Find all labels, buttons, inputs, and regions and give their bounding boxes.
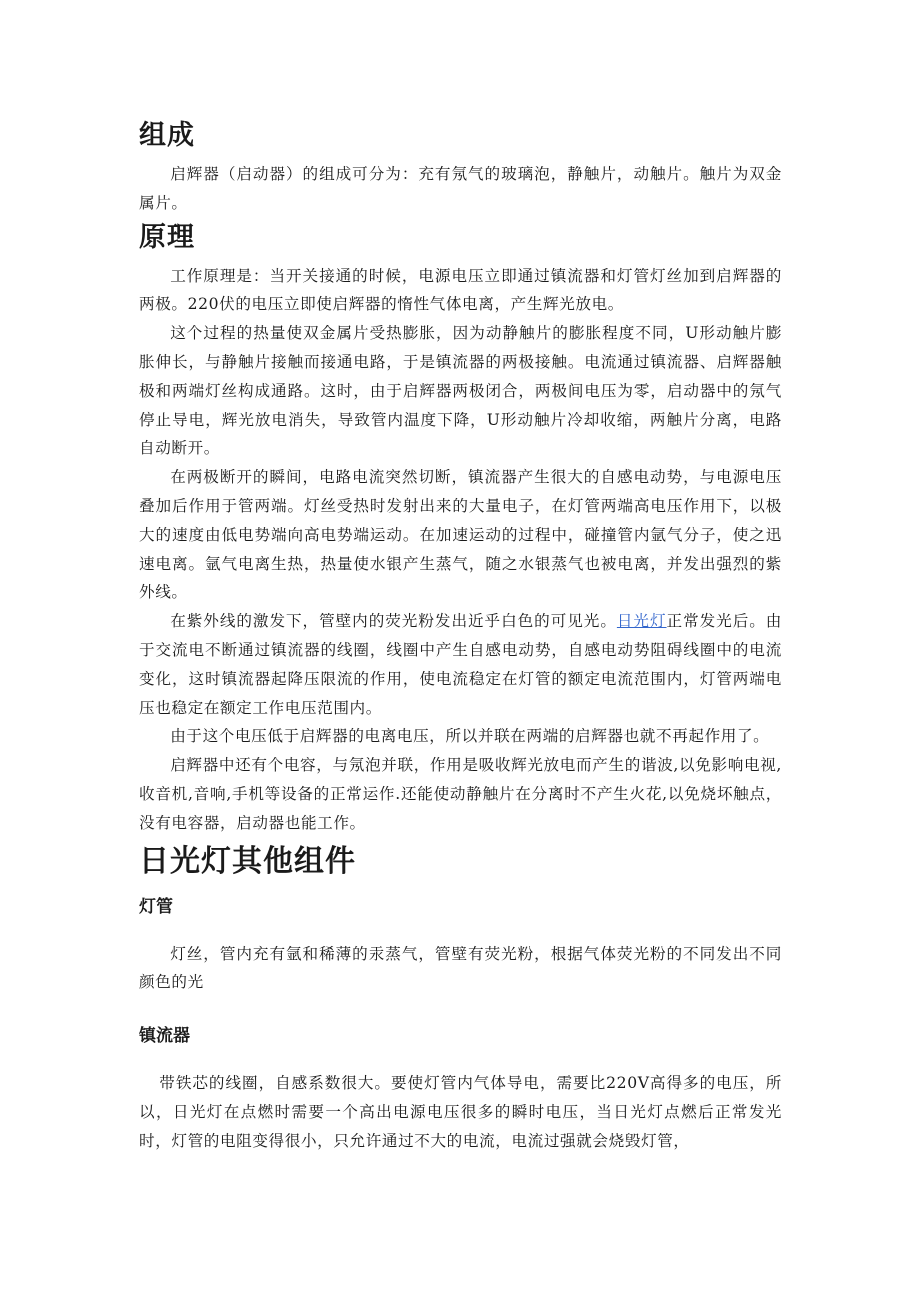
heading-ballast: 镇流器 (139, 1026, 190, 1047)
principle-p4-before: 在紫外线的激发下，管壁内的荧光粉发出近乎白色的可见光。 (170, 612, 617, 631)
principle-p4-after: 正常发光后。由于交流电不断通过镇流器的线圈，线圈中产生自感电动势，自感电动势阻碍线圈中的电流变化，这时镇流器起降压限流的作用，使电流稳定在灯管的额定电流范围内，灯管两端电压也稳定在额定工作电压范围内。 (139, 612, 782, 717)
principle-paragraph-4 (139, 607, 782, 722)
principle-paragraph-6: 启辉器中还有个电容，与氖泡并联，作用是吸收辉光放电而产生的谐波,以免影响电视,收音机,音响,手机等设备的正常运作.还能使动静触片在分离时不产生火花,以免烧坏触点，没有电容器，启动器也能工作。 (139, 756, 782, 832)
document-page (139, 118, 782, 1156)
composition-paragraph: 启辉器（启动器）的组成可分为：充有氖气的玻璃泡，静触片，动触片。触片为双金属片。 (139, 165, 782, 212)
heading-principle: 原理 (139, 221, 195, 253)
ballast-paragraph: 带铁芯的线圈，自感系数很大。要使灯管内气体导电，需要比220V高得多的电压，所以，日光灯在点燃时需要一个高出电源电压很多的瞬时电压，当日光灯点燃后正常发光时，灯管的电阻变得很小，只允许通过不大的电流，电流过强就会烧毁灯管， (139, 1074, 782, 1150)
principle-paragraph-2: 这个过程的热量使双金属片受热膨胀，因为动静触片的膨胀程度不同，U形动触片膨胀伸长，与静触片接触而接通电路，于是镇流器的两极接触。电流通过镇流器、启辉器触极和两端灯丝构成通路。这时，由于启辉器两极闭合，两极间电压为零，启动器中的氖气停止导电，辉光放电消失，导致管内温度下降，U形动触片冷却收缩，两触片分离，电路自动断开。 (139, 324, 782, 458)
principle-paragraph-1: 工作原理是：当开关接通的时候，电源电压立即通过镇流器和灯管灯丝加到启辉器的两极。220伏的电压立即使启辉器的惰性气体电离，产生辉光放电。 (139, 266, 782, 314)
heading-other-components: 日光灯其他组件 (139, 843, 356, 879)
principle-paragraph-5: 由于这个电压低于启辉器的电离电压，所以并联在两端的启辉器也就不再起作用了。 (170, 727, 770, 746)
fluorescent-lamp-link[interactable]: 日光灯 (616, 612, 667, 631)
principle-paragraph-3: 在两极断开的瞬间，电路电流突然切断，镇流器产生很大的自感电动势，与电源电压叠加后作用于管两端。灯丝受热时发射出来的大量电子，在灯管两端高电压作用下，以极大的速度由低电势端向高电势端运动。在加速运动的过程中，碰撞管内氩气分子，使之迅速电离。氩气电离生热，热量使水银产生蒸气，随之水银蒸气也被电离，并发出强烈的紫外线。 (139, 468, 782, 602)
heading-composition: 组成 (139, 120, 195, 151)
tube-paragraph: 灯丝，管内充有氩和稀薄的汞蒸气，管壁有荧光粉，根据气体荧光粉的不同发出不同颜色的光 (139, 944, 782, 992)
heading-tube: 灯管 (139, 896, 173, 917)
